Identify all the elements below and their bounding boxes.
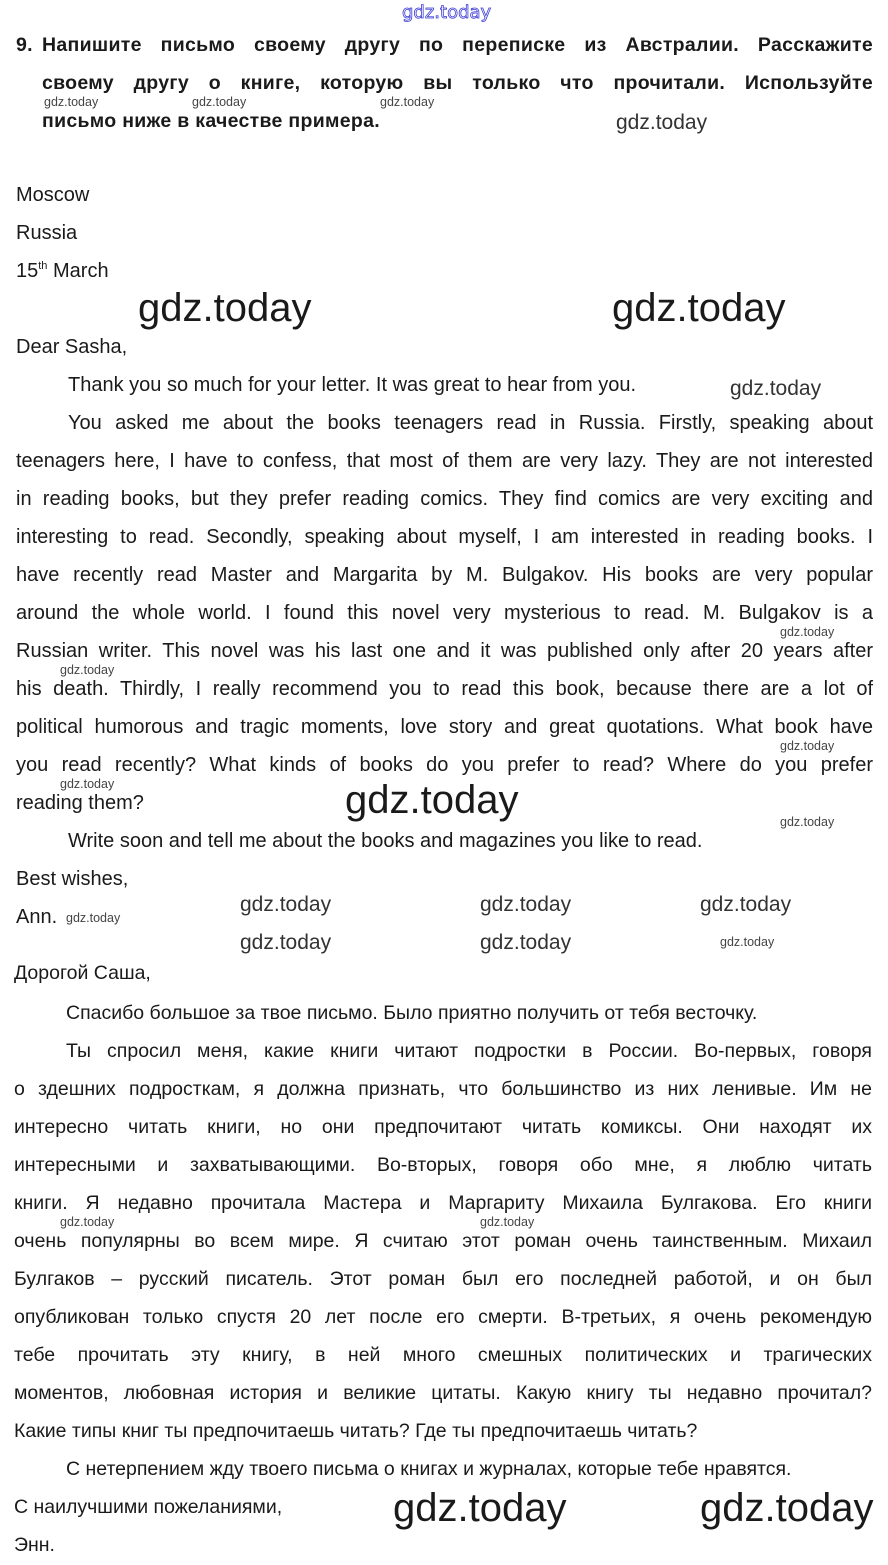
watermark: gdz.today: [616, 111, 708, 134]
watermark: gdz.today: [66, 911, 121, 925]
watermark: gdz.today: [44, 95, 99, 109]
watermark: gdz.today: [393, 1486, 567, 1530]
letter-ru-line: интересными и захватывающими. Во-вторых, говоря обо мне, я люблю читать: [14, 1154, 872, 1176]
watermark: gdz.today: [720, 935, 775, 949]
task-text-line: письмо ниже в качестве примера.: [42, 110, 380, 132]
letter-en-line: have recently read Master and Margarita by M. Bulgakov. His books are very popular: [16, 564, 873, 586]
watermark: gdz.today: [780, 739, 835, 753]
date-month: March: [53, 260, 109, 282]
watermark: gdz.today: [780, 625, 835, 639]
letter-ru-line: книги. Я недавно прочитала Мастера и Маргариту Михаила Булгакова. Его книги: [14, 1192, 872, 1214]
letter-en-line: teenagers here, I have to confess, that most of them are very lazy. They are not interested: [16, 450, 873, 472]
date-suffix: th: [38, 260, 48, 272]
letter-ru-line: моментов, любовная история и великие цитаты. Какую книгу ты недавно прочитал?: [14, 1382, 872, 1404]
watermark: gdz.today: [480, 931, 572, 954]
letter-ru-line: С нетерпением жду твоего письма о книгах и журналах, которые тебе нравятся.: [66, 1458, 792, 1480]
signature-en: Ann.: [16, 906, 58, 928]
greeting-ru: Дорогой Саша,: [14, 962, 151, 984]
letter-en-line: you read recently? What kinds of books do you prefer to read? Where do you prefer: [16, 754, 873, 776]
watermark: gdz.today: [240, 931, 332, 954]
watermark: gdz.today: [192, 95, 247, 109]
watermark: gdz.today: [240, 893, 332, 916]
letter-en-line: around the whole world. I found this novel very mysterious to read. M. Bulgakov is a: [16, 602, 873, 624]
watermark: gdz.today: [730, 377, 822, 400]
task-number: 9.: [16, 34, 33, 56]
letter-ru-line: Какие типы книг ты предпочитаешь читать? Где ты предпочитаешь читать?: [14, 1420, 698, 1442]
letter-en-line: interesting to read. Secondly, speaking about myself, I am interested in reading books. I: [16, 526, 873, 548]
letter-en-line: Thank you so much for your letter. It was great to hear from you.: [68, 374, 637, 396]
letter-en-line: Write soon and tell me about the books and magazines you like to read.: [68, 830, 703, 852]
greeting-en: Dear Sasha,: [16, 336, 128, 358]
watermark: gdz.today: [480, 893, 572, 916]
letter-ru-line: о здешних подросткам, я должна признать, что большинство из них ленивые. Им не: [14, 1078, 872, 1100]
watermark: gdz.today: [60, 1215, 115, 1229]
letter-en-line: Russian writer. This novel was his last one and it was published only after 20 years after: [16, 640, 873, 662]
letter-ru-line: тебе прочитать эту книгу, в ней много смешных политических и трагических: [14, 1344, 872, 1366]
watermark: gdz.today: [612, 286, 786, 330]
letter-ru-line: очень популярны во всем мире. Я считаю этот роман очень таинственным. Михаил: [14, 1230, 872, 1252]
watermark: gdz.today: [60, 777, 115, 791]
letter-en-line: in reading books, but they prefer reading comics. They find comics are very exciting and: [16, 488, 873, 510]
letter-en-line: You asked me about the books teenagers read in Russia. Firstly, speaking about: [68, 412, 873, 434]
letter-ru-line: опубликован только спустя 20 лет после его смерти. В-третьих, я очень рекомендую: [14, 1306, 872, 1328]
address-country: Russia: [16, 222, 78, 244]
watermark: gdz.today: [345, 778, 519, 822]
task-text-line: своему другу о книге, которую вы только что прочитали. Используйте: [42, 72, 873, 94]
watermark: gdz.today: [60, 663, 115, 677]
signature-ru: Энн.: [14, 1534, 55, 1556]
date-day: 15: [16, 260, 39, 282]
watermark: gdz.today: [380, 95, 435, 109]
letter-date: [16, 259, 109, 283]
task-text-line: Напишите письмо своему другу по переписке из Австралии. Расскажите: [42, 34, 873, 56]
closing-ru: С наилучшими пожеланиями,: [14, 1496, 283, 1518]
letter-ru-line: Булгаков – русский писатель. Этот роман был его последней работой, и он был: [14, 1268, 872, 1290]
letter-en-line: reading them?: [16, 792, 144, 814]
letter-ru-line: Ты спросил меня, какие книги читают подростки в России. Во-первых, говоря: [66, 1040, 872, 1062]
watermark: gdz.today: [700, 893, 792, 916]
letter-ru-line: Спасибо большое за твое письмо. Было приятно получить от тебя весточку.: [66, 1002, 758, 1024]
letter-ru-line: интересно читать книги, но они предпочитают читать комиксы. Они находят их: [14, 1116, 872, 1138]
watermark: gdz.today: [700, 1486, 874, 1530]
closing-en: Best wishes,: [16, 868, 129, 890]
letter-en-line: political humorous and tragic moments, love story and great quotations. What book have: [16, 716, 873, 738]
address-city: Moscow: [16, 184, 90, 206]
watermark: gdz.today: [402, 2, 492, 23]
watermark: gdz.today: [780, 815, 835, 829]
letter-en-line: his death. Thirdly, I really recommend you to read this book, because there are a lot of: [16, 678, 873, 700]
watermark: gdz.today: [480, 1215, 535, 1229]
watermark: gdz.today: [138, 286, 312, 330]
